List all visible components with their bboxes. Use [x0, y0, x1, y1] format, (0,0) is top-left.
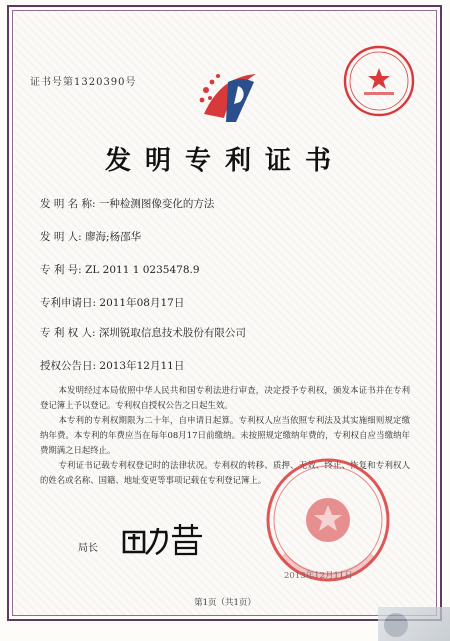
field-value: 2013年12月11日	[99, 360, 185, 372]
certificate-title: 发明专利证书	[104, 146, 345, 176]
national-ipo-seal-icon	[263, 455, 393, 585]
field-label: 发 明 人:	[40, 231, 82, 243]
field-value: 廖海;杨邵华	[85, 231, 142, 243]
field-grant-date	[40, 358, 184, 373]
field-label: 专 利 号:	[40, 264, 82, 276]
field-value: 2011年08月17日	[99, 297, 185, 309]
certificate-number: 证书号第1320390号	[30, 77, 137, 88]
sipo-logo-icon	[196, 68, 262, 126]
director-signature	[118, 520, 208, 560]
issue-date: 2013年12月11日	[284, 571, 353, 581]
field-value: 一种检测图像变化的方法	[98, 198, 215, 210]
page-footer: 第1页（共1页）	[194, 598, 256, 608]
field-invention-name	[40, 196, 214, 211]
watermark-logo	[378, 607, 450, 641]
paragraph: 本发明经过本局依照中华人民共和国专利法进行审查，决定授予专利权，颁发本证书并在专利登记簿上予以登记。专利权自授权公告之日起生效。	[40, 385, 410, 410]
field-label: 授权公告日:	[40, 360, 97, 372]
paragraph: 本专利的专利权期限为二十年，自申请日起算。专利权人应当依照专利法及其实施细则规定缴纳年费。本专利的年费应当在每年08月17日前缴纳。未按照规定缴纳年费的，专利权自应当缴纳年费期满之日起终止。	[40, 415, 410, 455]
paragraph: 专利证书记载专利权登记时的法律状况。专利权的转移、质押、无效、终止、恢复和专利权人的姓名或名称、国籍、地址变更等事项记载在专利登记簿上。	[40, 460, 410, 485]
field-value: 深圳锐取信息技术股份有限公司	[98, 327, 246, 339]
field-patentee	[40, 325, 246, 340]
director-label: 局长	[78, 543, 98, 554]
field-label: 发 明 名 称:	[40, 198, 96, 210]
field-label: 专 利 权 人:	[40, 327, 96, 339]
patent-office-seal-icon	[340, 42, 418, 120]
field-patent-number	[40, 262, 200, 277]
field-application-date	[40, 295, 184, 310]
field-label: 专利申请日:	[40, 297, 97, 309]
field-inventor	[40, 229, 141, 244]
watermark-icon	[384, 613, 408, 637]
field-value: ZL 2011 1 0235478.9	[85, 264, 200, 276]
